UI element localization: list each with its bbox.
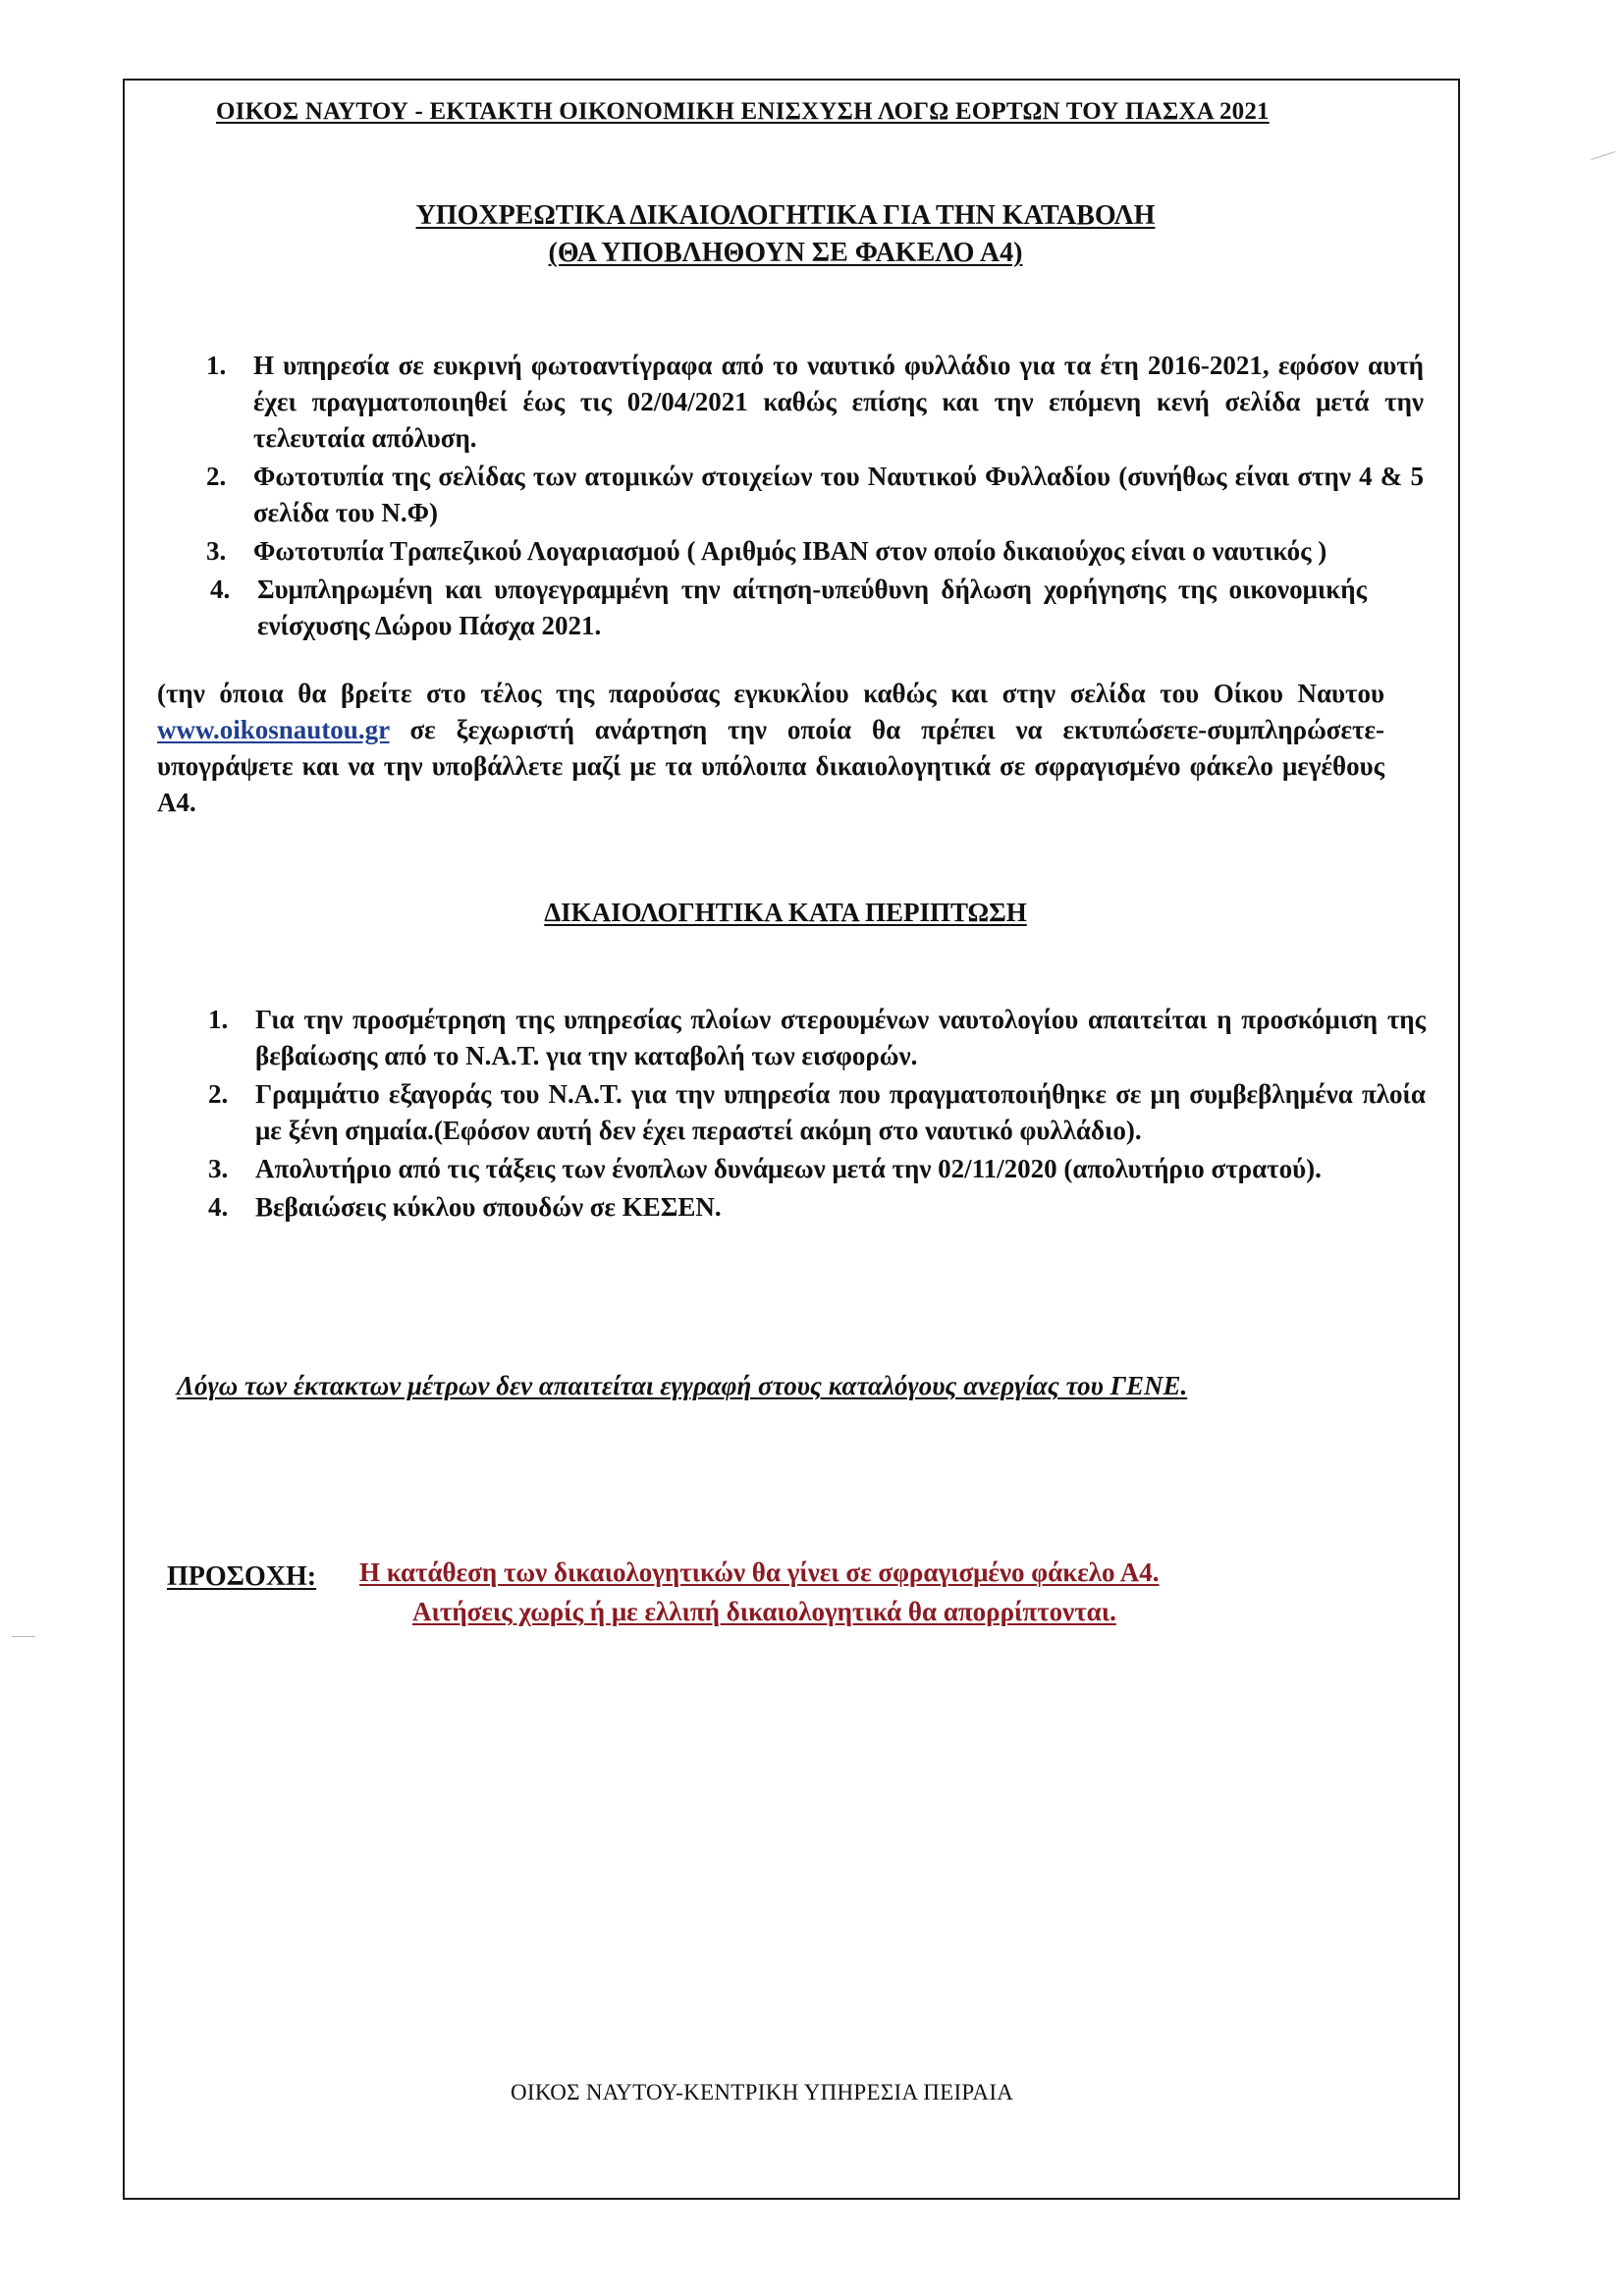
warning-line-1: Η κατάθεση των δικαιολογητικών θα γίνει σε σφραγισμένο φάκελο Α4. bbox=[359, 1558, 1160, 1587]
conditional-list bbox=[208, 1002, 1426, 1228]
scan-mark-right bbox=[1591, 151, 1615, 160]
list-item-number: 1. bbox=[208, 1005, 229, 1034]
list-item-number: 2. bbox=[208, 1079, 229, 1109]
list-item-text: Συμπληρωμένη και υπογεγραμμένη την αίτηση-υπεύθυνη δήλωση χορήγησης της οικονομικής ενίσχυσης Δώρου Πάσχα 2021. bbox=[257, 574, 1367, 640]
list-item-text: Για την προσμέτρηση της υπηρεσίας πλοίων στερουμένων ναυτολογίου απαιτείται η προσκόμιση της βεβαίωσης από το Ν.Α.Τ. για την καταβολή των εισφορών. bbox=[255, 1005, 1426, 1070]
list-item bbox=[202, 572, 1367, 644]
list-item-number: 1. bbox=[206, 351, 227, 380]
list-item bbox=[208, 1189, 1426, 1226]
conditional-heading: ΔΙΚΑΙΟΛΟΓΗΤΙΚΑ ΚΑΤΑ ΠΕΡΙΠΤΩΣΗ bbox=[544, 898, 1027, 927]
unemployment-registration-notice: Λόγω των έκτακτων μέτρων δεν απαιτείται εγγραφή στους καταλόγους ανεργίας του ΓΕΝΕ. bbox=[177, 1371, 1188, 1400]
list-item-number: 3. bbox=[208, 1154, 229, 1183]
list-item-text: Βεβαιώσεις κύκλου σπουδών σε ΚΕΣΕΝ. bbox=[255, 1192, 722, 1222]
list-item bbox=[208, 1002, 1426, 1074]
list-item bbox=[206, 459, 1424, 531]
list-item-text: Γραμμάτιο εξαγοράς του Ν.Α.Τ. για την υπηρεσία που πραγματοποιήθηκε σε μη συμβεβλημένα πλοία με ξένη σημαία.(Εφόσον αυτή δεν έχει περαστεί ακόμη στο ναυτικό φυλλάδιο). bbox=[255, 1079, 1426, 1145]
list-item-number: 4. bbox=[208, 1192, 229, 1222]
mandatory-list bbox=[206, 348, 1424, 646]
list-item bbox=[208, 1076, 1426, 1149]
list-item-text: Φωτοτυπία Τραπεζικού Λογαριασμού ( Αριθμός IBAN στον οποίο δικαιούχος είναι ο ναυτικός ) bbox=[253, 536, 1327, 566]
list-item-text: Φωτοτυπία της σελίδας των ατομικών στοιχείων του Ναυτικού Φυλλαδίου (συνήθως είναι στην 4 & 5 σελίδα του Ν.Φ) bbox=[253, 462, 1424, 527]
warning-line-2: Αιτήσεις χωρίς ή με ελλιπή δικαιολογητικά θα απορρίπτονται. bbox=[412, 1597, 1116, 1626]
scan-mark-left bbox=[12, 1636, 35, 1637]
mandatory-heading-line2: (ΘΑ ΥΠΟΒΛΗΘΟΥΝ ΣΕ ΦΑΚΕΛΟ Α4) bbox=[548, 238, 1023, 268]
oikosnautou-website-link[interactable]: www.oikosnautou.gr bbox=[157, 715, 390, 744]
note-text-after-link: σε ξεχωριστή ανάρτηση την οποία θα πρέπει να εκτυπώσετε-συμπληρώσετε-υπογράψετε και να την υποβάλλετε μαζί με τα υπόλοιπα δικαιολογητικά σε σφραγισμένο φάκελο μεγέθους Α4. bbox=[157, 715, 1384, 817]
list-item bbox=[206, 533, 1424, 570]
list-item-number: 2. bbox=[206, 462, 227, 491]
footer-office: ΟΙΚΟΣ ΝΑΥΤΟΥ-ΚΕΝΤΡΙΚΗ ΥΠΗΡΕΣΙΑ ΠΕΙΡΑΙΑ bbox=[511, 2080, 1014, 2105]
mandatory-heading-line1: ΥΠΟΧΡΕΩΤΙΚΑ ΔΙΚΑΙΟΛΟΓΗΤΙΚΑ ΓΙΑ ΤΗΝ ΚΑΤΑΒΟΛΗ bbox=[415, 200, 1156, 231]
document-title: ΟΙΚΟΣ ΝΑΥΤΟΥ - ΕΚΤΑΚΤΗ ΟΙΚΟΝΟΜΙΚΗ ΕΝΙΣΧΥΣΗ ΛΟΓΩ ΕΟΡΤΩΝ ΤΟΥ ΠΑΣΧΑ 2021 bbox=[216, 98, 1270, 125]
list-item-number: 3. bbox=[206, 536, 227, 566]
note-text-before-link: (την όποια θα βρείτε στο τέλος της παρούσας εγκυκλίου καθώς και στην σελίδα του Οίκου Ναυτου bbox=[157, 679, 1384, 708]
list-item-text: Απολυτήριο από τις τάξεις των ένοπλων δυνάμεων μετά την 02/11/2020 (απολυτήριο στρατού). bbox=[255, 1154, 1322, 1183]
list-item-number: 4. bbox=[210, 574, 231, 604]
list-item bbox=[206, 348, 1424, 457]
warning-label: ΠΡΟΣΟΧΗ: bbox=[167, 1561, 317, 1592]
submission-note bbox=[157, 676, 1384, 821]
list-item bbox=[208, 1151, 1426, 1187]
list-item-text: Η υπηρεσία σε ευκρινή φωτοαντίγραφα από το ναυτικό φυλλάδιο για τα έτη 2016-2021, εφόσον αυτή έχει πραγματοποιηθεί έως τις 02/04/2021 καθώς επίσης και την επόμενη κενή σελίδα μετά την τελευταία απόλυση. bbox=[253, 351, 1424, 453]
